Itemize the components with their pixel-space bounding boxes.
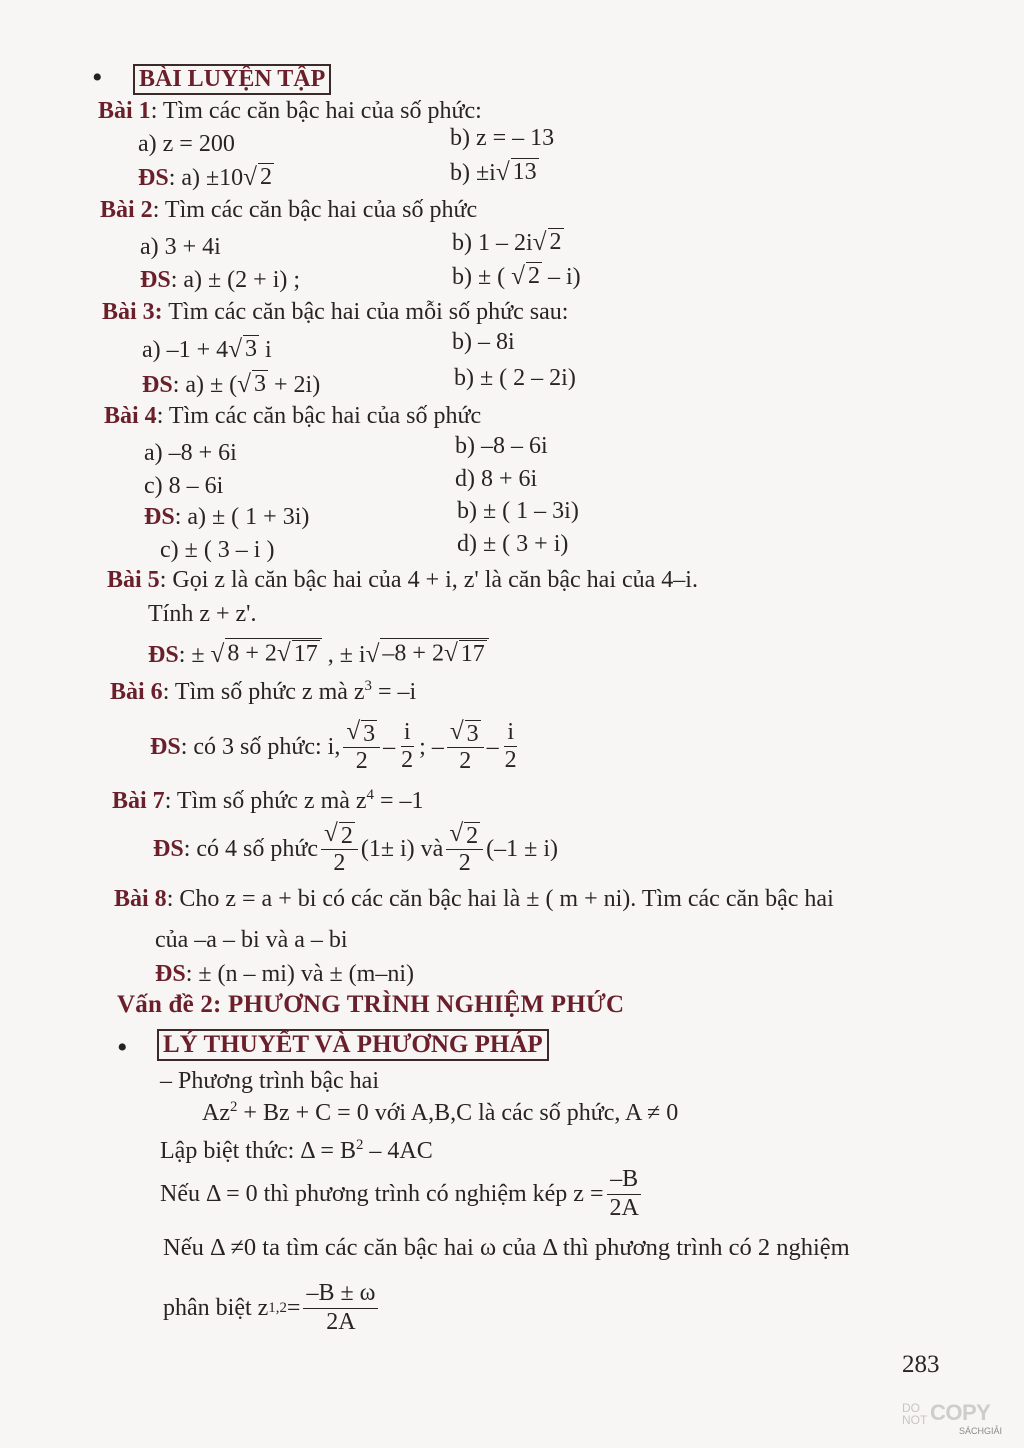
- bai8-answer: ĐS: ± (n – mi) và ± (m–ni): [155, 961, 414, 987]
- topic-2-heading: Vấn đề 2: PHƯƠNG TRÌNH NGHIỆM PHỨC: [117, 991, 625, 1018]
- theory-line-4: Nếu Δ = 0 thì phương trình có nghiệm kép z = $\frac{-B}{2A}$: [160, 1166, 645, 1222]
- bai4-b: b) –8 – 6i: [455, 433, 548, 459]
- bai5-prompt2: Tính z + z'.: [148, 601, 257, 627]
- bai3-answer-b: b) ± ( 2 – 2i): [454, 365, 576, 391]
- bai2-prompt: Bài 2: Tìm các căn bậc hai của số phức: [100, 197, 478, 223]
- bai7-prompt: Bài 7: Tìm số phức z mà $z^4 = -1$: [112, 787, 424, 814]
- bai4-a: a) –8 + 6i: [144, 440, 237, 466]
- bai1-answer-b: b) ±i √ 13: [450, 158, 537, 186]
- section-practice-title: BÀI LUYỆN TẬP: [133, 64, 331, 95]
- watermark-brand: SÁCHGIẢI: [958, 1426, 1002, 1436]
- bai8-prompt2: của –a – bi và a – bi: [155, 927, 348, 953]
- bai1-prompt: Bài 1: Tìm các căn bậc hai của số phức:: [98, 98, 482, 124]
- bai4-answer-a: ĐS: a) ± ( 1 + 3i): [144, 504, 310, 530]
- watermark-logo: [902, 1400, 1002, 1436]
- bai6-answer: ĐS : có 3 số phức: i, √ 3 2 – $\frac{i}{2}$ ; – √ 3 2 – $\frac{i}{2}$: [150, 718, 517, 774]
- bai3-prompt: Bài 3: Tìm các căn bậc hai của mỗi số phức sau:: [102, 299, 569, 325]
- page-number: 283: [902, 1351, 940, 1378]
- bai4-answer-d: d) ± ( 3 + i): [457, 531, 569, 557]
- bai1-answer-a: ĐS: a) ±10 √ 2: [138, 163, 272, 191]
- bai6-prompt: Bài 6: Tìm số phức z mà $z^3 = -i$: [110, 678, 417, 705]
- theory-line-1: – Phương trình bậc hai: [160, 1068, 379, 1094]
- bai3-a: a) –1 + 4 √ 3 i: [142, 335, 272, 363]
- watermark-do-not: DO NOT: [902, 1401, 928, 1427]
- bai2-answer-a: ĐS: a) ± (2 + i) ;: [140, 267, 301, 293]
- bai1-a: a) z = 200: [138, 131, 235, 157]
- section-theory-title: LÝ THUYẾT VÀ PHƯƠNG PHÁP: [157, 1029, 549, 1061]
- theory-line-5: Nếu Δ ≠0 ta tìm các căn bậc hai ω của Δ thì phương trình có 2 nghiệm: [163, 1234, 850, 1261]
- bai3-b: b) – 8i: [452, 329, 515, 355]
- bai1-b: b) z = – 13: [450, 125, 555, 151]
- bai4-answer-b: b) ± ( 1 – 3i): [457, 498, 579, 524]
- theory-line-6: phân biệt z 1,2 = $\frac{-B \pm \omega}{2A}$: [163, 1280, 381, 1336]
- bai2-a: a) 3 + 4i: [140, 234, 221, 260]
- bai5-prompt: Bài 5: Gọi z là căn bậc hai của 4 + i, z' là căn bậc hai của 4–i.: [107, 567, 698, 593]
- bai2-answer-b: b) ± ( √ 2 – i): [452, 262, 581, 290]
- bai4-prompt: Bài 4: Tìm các căn bậc hai của số phức: [104, 403, 482, 429]
- bai4-answer-c: c) ± ( 3 – i ): [160, 537, 275, 563]
- bai4-c: c) 8 – 6i: [144, 473, 224, 499]
- theory-line-3: Lập biệt thức: $\Delta = B^2 - 4AC$: [160, 1137, 433, 1164]
- bai2-b: b) 1 – 2i √ 2: [452, 228, 562, 256]
- bai8-prompt: Bài 8: Cho z = a + bi có các căn bậc hai là ± ( m + ni). Tìm các căn bậc hai: [114, 886, 834, 912]
- watermark-copy: COPY: [930, 1400, 991, 1425]
- bai5-answer: ĐS: ± √ 8 + 2 √ 17 , ± i √ –8 + 2 √ 17: [148, 638, 489, 667]
- bai4-d: d) 8 + 6i: [455, 466, 538, 492]
- theory-line-2: $Az^2 + Bz + C = 0$ với A,B,C là các số phức, A ≠ 0: [202, 1099, 679, 1126]
- bullet-icon: •: [117, 1031, 128, 1064]
- bai7-answer: ĐS : có 4 số phức √ 2 2 (1± i) và √ 2 2 (–1 ± i): [153, 820, 558, 876]
- bullet-icon: •: [92, 61, 103, 94]
- bai3-answer-a: ĐS: a) ± ( √ 3 + 2i): [142, 370, 321, 398]
